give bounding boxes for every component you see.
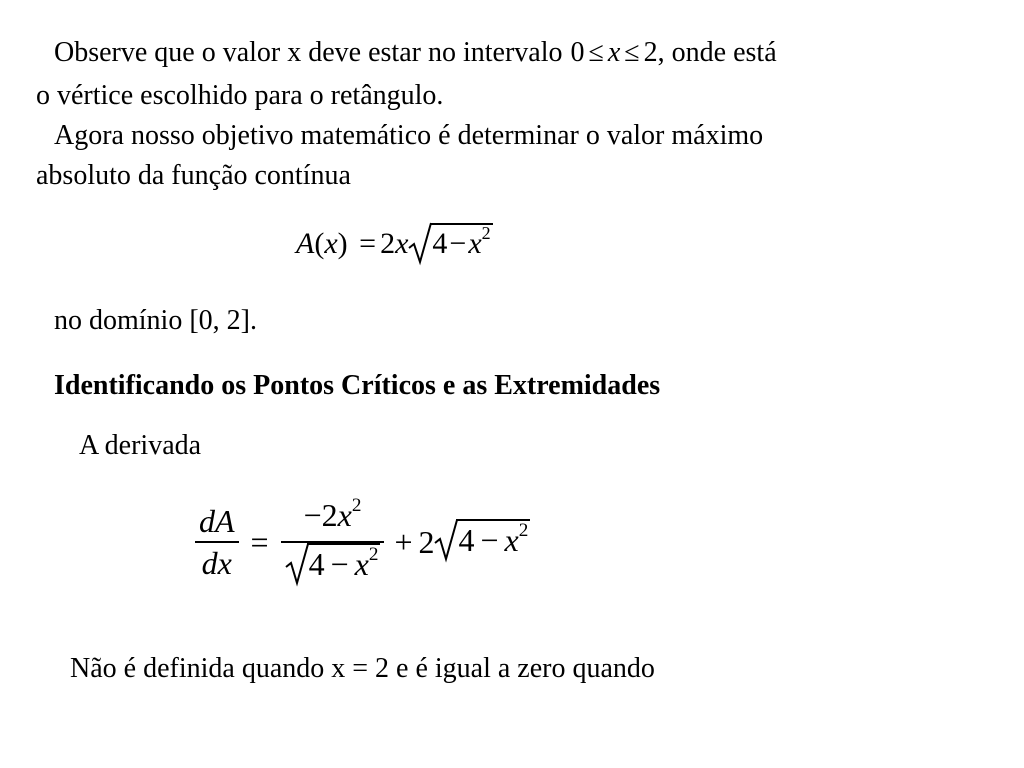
derivative-label: A derivada (79, 430, 202, 461)
domain-text: no domínio [0, 2]. (54, 305, 257, 336)
sqrt-symbol-icon (285, 543, 309, 585)
derivative-denominator-exp: 2 (368, 543, 379, 565)
paragraph-1-line-1 (54, 36, 777, 70)
derivative-rhs-numerator (300, 495, 366, 541)
interval-upper: 2 (643, 37, 658, 68)
derivative-term2-sqrt (434, 519, 530, 565)
interval-expression (570, 36, 657, 70)
interval-lower: 0 (570, 37, 585, 68)
formula-a-minus: − (449, 227, 467, 260)
formula-a-coef-var: x (395, 227, 409, 260)
formula-a-lparen: ( (314, 227, 325, 260)
interval-le-1: ≤ (588, 37, 604, 68)
formula-a-sqrt (408, 222, 492, 266)
derivative-rhs-fraction (281, 495, 385, 589)
derivative-denominator-var: x (354, 546, 369, 582)
formula-a-radicand-var: x (468, 227, 482, 260)
derivative-numerator-var: x (337, 497, 352, 533)
formula-a-radicand (430, 223, 492, 266)
formula-a-lhs: A (296, 227, 315, 260)
paragraph-1-text-after: , onde está (657, 37, 777, 68)
formula-a-equals: = (359, 227, 377, 260)
formula-a-var: x (324, 227, 338, 260)
derivative-lhs-fraction (195, 501, 239, 583)
derivative-term2-const: 4 (458, 522, 475, 558)
formula-a-rparen: ) (337, 227, 348, 260)
formula-a-exponent: 2 (481, 222, 491, 243)
derivative-denominator-minus: − (330, 546, 349, 582)
sqrt-symbol-icon (434, 519, 458, 561)
paragraph-2-line-1: Agora nosso objetivo matemático é determinar o valor máximo (54, 120, 764, 151)
derivative-term2-coef: 2 (418, 523, 435, 560)
interval-var: x (607, 37, 621, 68)
derivative-numerator-coef: −2 (303, 497, 338, 533)
derivative-denominator-sqrt (285, 543, 381, 589)
final-text: Não é definida quando x = 2 e é igual a zero quando (70, 653, 655, 684)
paragraph-1-line-2: o vértice escolhido para o retângulo. (36, 80, 444, 111)
derivative-term2-radicand (456, 519, 530, 565)
formula-a-coef: 2 (380, 227, 396, 260)
paragraph-1-text-before: Observe que o valor x deve estar no intervalo (54, 37, 563, 68)
section-heading: Identificando os Pontos Críticos e as Extremidades (54, 370, 661, 401)
derivative-term2-var: x (504, 522, 519, 558)
paragraph-2-line-2: absoluto da função contínua (36, 160, 351, 191)
area-function-formula (296, 222, 493, 266)
derivative-rhs-denominator (281, 543, 385, 589)
derivative-denominator-radicand (307, 543, 381, 589)
derivative-term2-minus: − (480, 522, 499, 558)
derivative-plus: + (394, 523, 413, 560)
derivative-equals: = (250, 523, 269, 560)
derivative-formula (195, 494, 530, 590)
derivative-lhs-denominator: dx (201, 545, 232, 581)
derivative-numerator-exp: 2 (351, 494, 362, 516)
derivative-term2-exp: 2 (518, 519, 529, 541)
formula-a-radicand-const: 4 (432, 227, 448, 260)
derivative-lhs-numerator: dA (199, 503, 235, 539)
derivative-denominator-const: 4 (308, 546, 325, 582)
sqrt-symbol-icon (408, 222, 432, 266)
interval-le-2: ≤ (624, 37, 640, 68)
